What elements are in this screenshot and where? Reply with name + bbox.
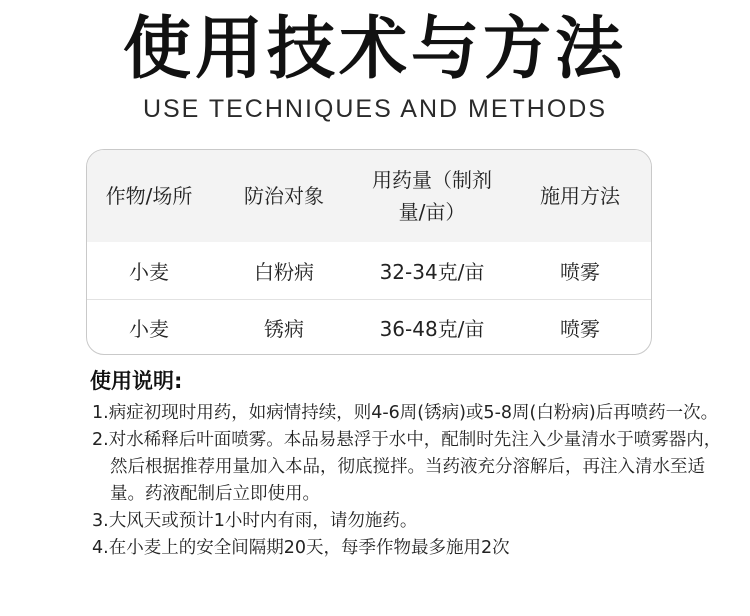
header-target: 防治对象: [244, 184, 324, 208]
cell-dosage: 36-48克/亩: [357, 299, 507, 355]
instruction-item: 2.对水稀释后叶面喷雾。本品易悬浮于水中，配制时先注入少量清水于喷雾器内，然后根据推荐用量加入本品，彻底搅拌。当药液充分溶解后，再注入清水至适量。药液配制后立即使用。: [92, 430, 722, 504]
page-subtitle: USE TECHNIQUES AND METHODS: [142, 95, 608, 123]
instruction-item: 4.在小麦上的安全间隔期20天，每季作物最多施用2次: [92, 538, 510, 558]
table-row: [87, 242, 652, 299]
usage-table: [86, 149, 652, 355]
instruction-item: 1.病症初现时用药，如病情持续，则4-6周(锈病)或5-8周(白粉病)后再喷药一次。: [92, 403, 719, 423]
header-dosage: 用药量（制剂量/亩）: [372, 168, 492, 224]
cell-crop: 小麦: [129, 259, 169, 284]
cell-target: 白粉病: [254, 259, 314, 284]
table-header-row: [87, 150, 652, 242]
instructions-title: 使用说明:: [90, 369, 183, 393]
header-method: 施用方法: [540, 184, 620, 208]
cell-method: 喷雾: [560, 259, 600, 284]
instruction-item: 3.大风天或预计1小时内有雨，请勿施药。: [92, 511, 418, 531]
table-row: [87, 299, 652, 355]
page-title: 使用技术与方法: [122, 10, 627, 89]
cell-target: 锈病: [211, 299, 357, 355]
header-crop: 作物/场所: [105, 184, 193, 208]
cell-crop: 小麦: [87, 299, 211, 355]
cell-dosage: 32-34克/亩: [379, 259, 485, 284]
cell-method: 喷雾: [507, 299, 652, 355]
instructions-section: [88, 364, 728, 562]
